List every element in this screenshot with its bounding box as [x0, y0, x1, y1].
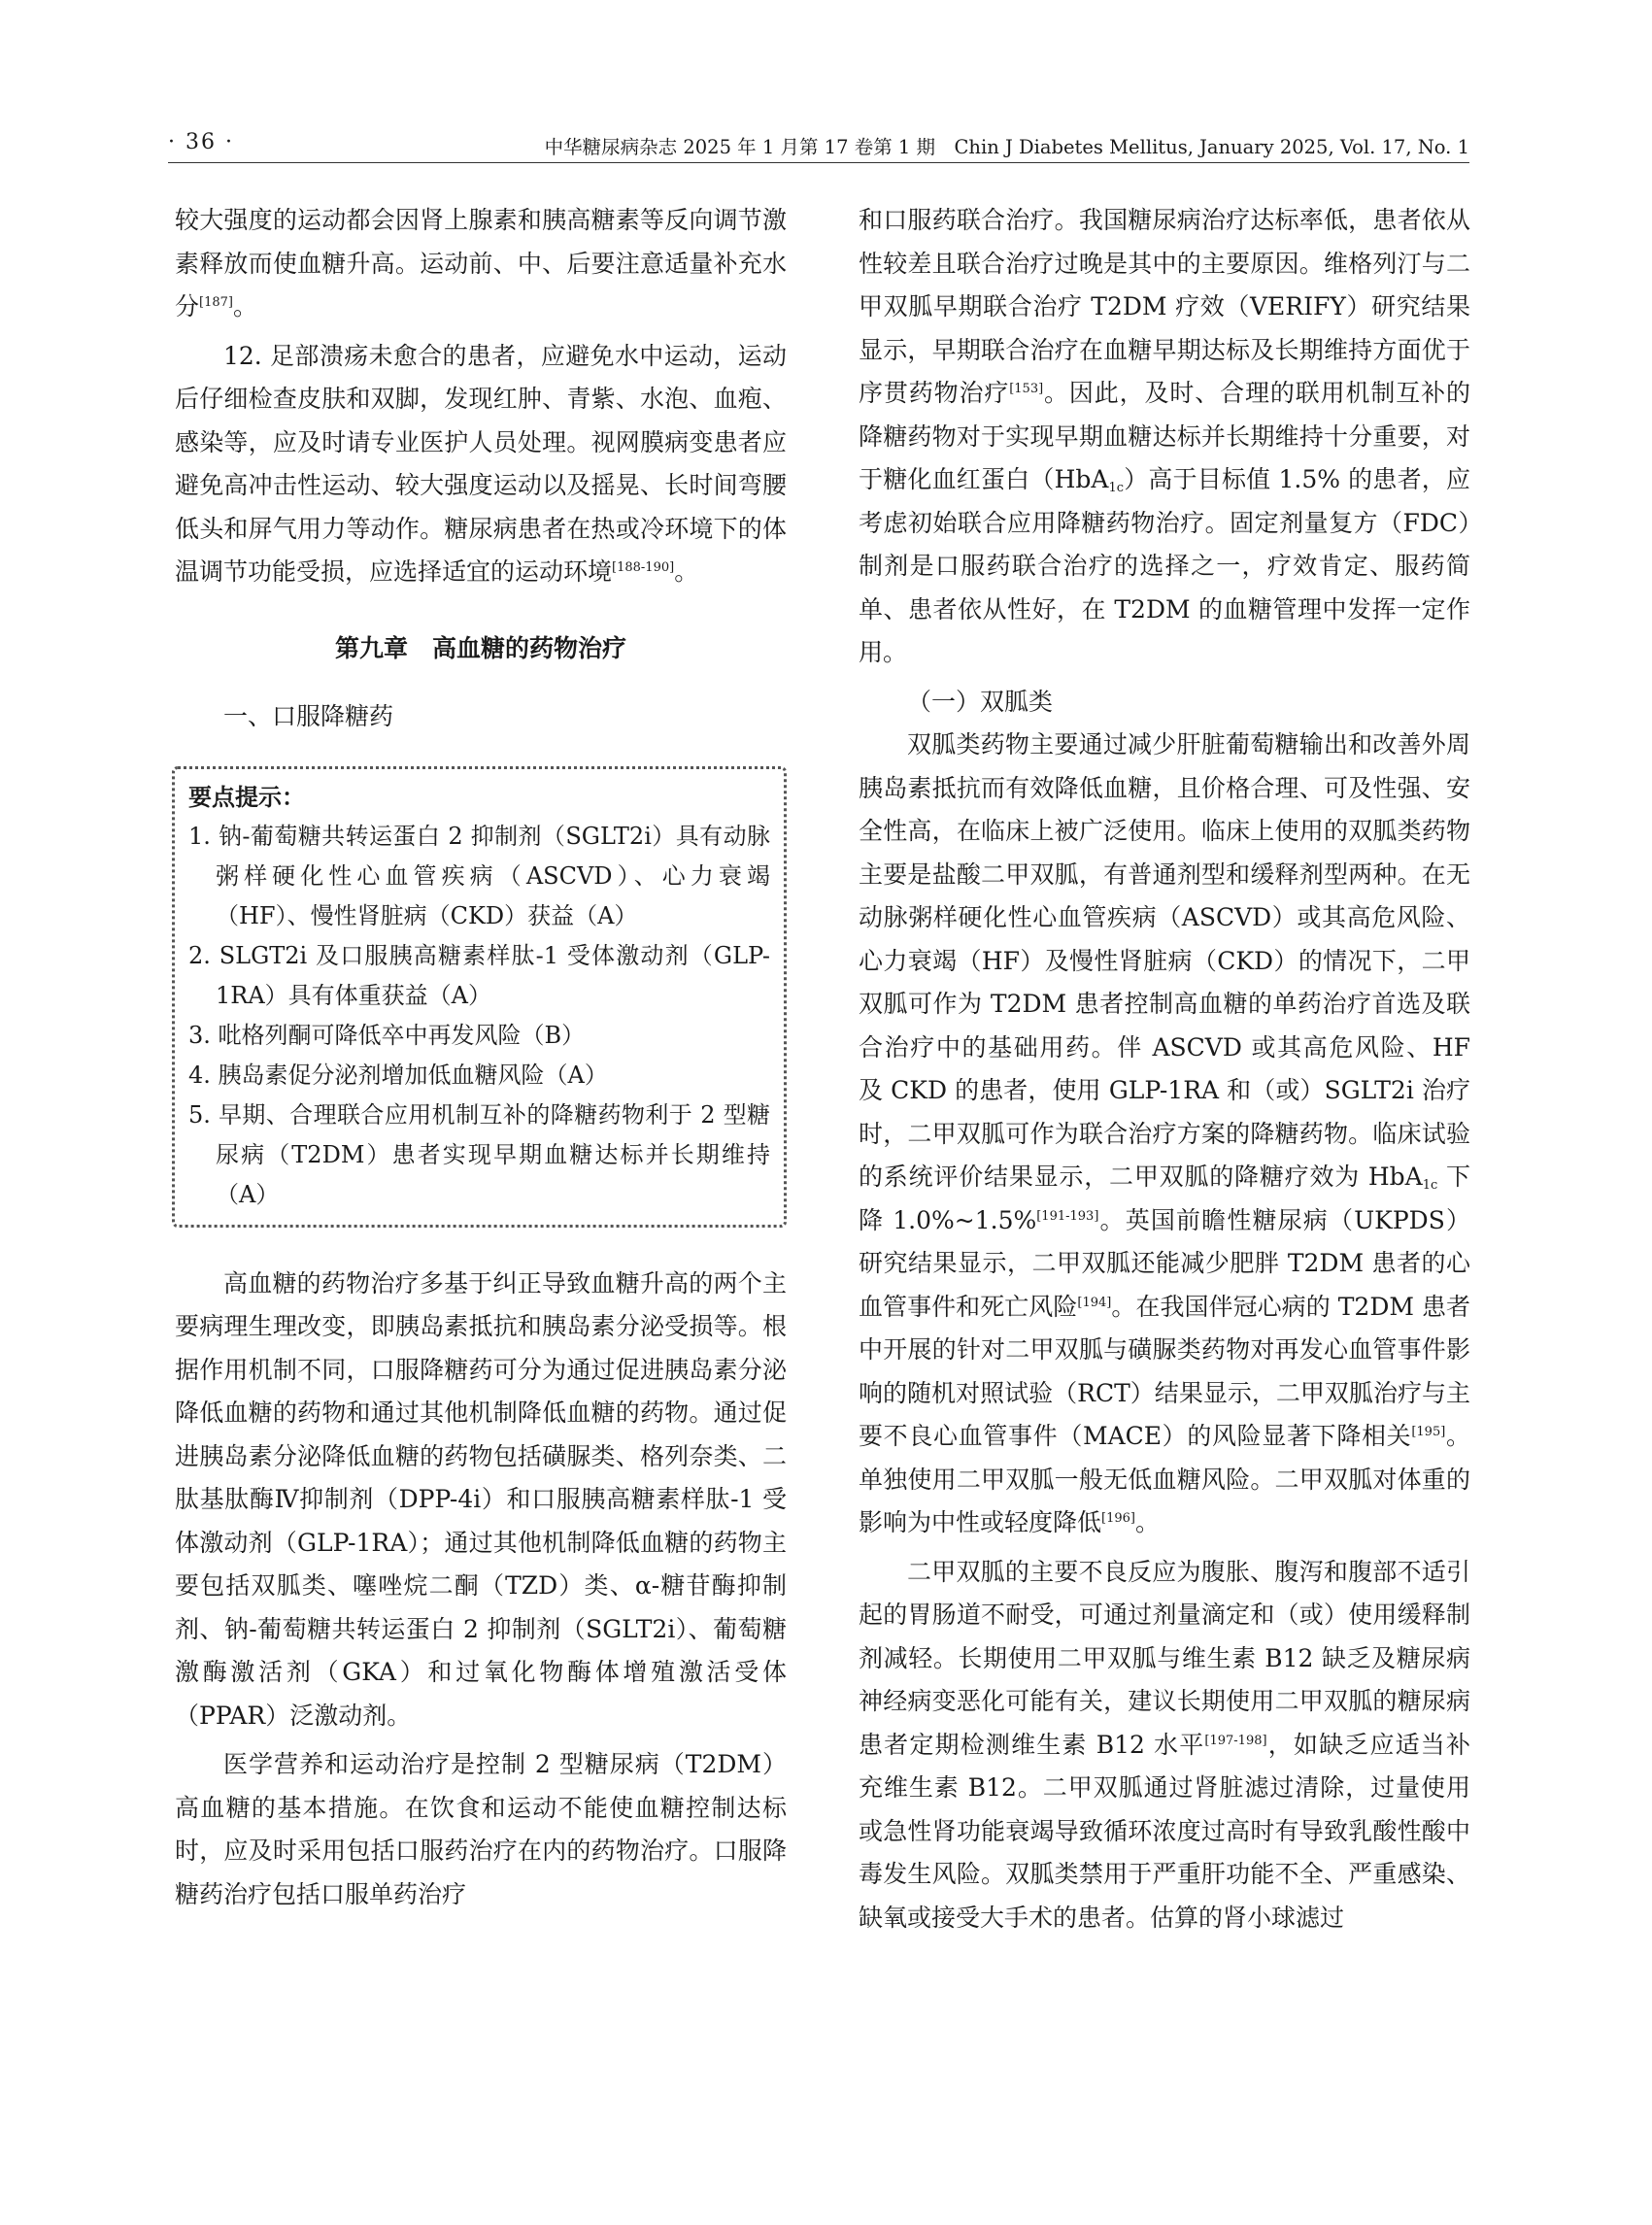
running-header: [168, 128, 1469, 161]
key-point-item: 2. SLGT2i 及口服胰高糖素样肽-1 受体激动剂（GLP-1RA）具有体重获益（A）: [188, 941, 770, 1009]
paragraph-foot-ulcer: 12. 足部溃疡未愈合的患者，应避免水中运动，运动后仔细检查皮肤和双脚，发现红肿、青紫、水泡、血疱、感染等，应及时请专业医护人员处理。视网膜病变患者应避免高冲击性运动、较大强度运动以及摇晃、长时间弯腰低头和屏气用力等动作。糖尿病患者在热或冷环境下的体温调节功能受损，应选择适宜的运动环境[188-190]。: [175, 341, 787, 586]
paragraph-nutrition: 医学营养和运动治疗是控制 2 型糖尿病（T2DM）高血糖的基本措施。在饮食和运动不能使血糖控制达标时，应及时采用包括口服药治疗在内的药物治疗。口服降糖药治疗包括口服单药治疗: [175, 1750, 787, 1908]
key-point-item: 5. 早期、合理联合应用机制互补的降糖药物利于 2 型糖尿病（T2DM）患者实现早期血糖达标并长期维持（A）: [188, 1100, 770, 1208]
citation-ref[interactable]: [187]: [199, 295, 233, 310]
citation-ref[interactable]: [153]: [1009, 382, 1044, 396]
citation-ref[interactable]: [197-198]: [1204, 1733, 1267, 1748]
left-column: [175, 199, 787, 1916]
paragraph-adverse-effects: 二甲双胍的主要不良反应为腹胀、腹泻和腹部不适引起的胃肠道不耐受，可通过剂量滴定和（或）使用缓释制剂减轻。长期使用二甲双胍与维生素 B12 缺乏及糖尿病神经病变恶化可能有关，建议长期使用二甲双胍的糖尿病患者定期检测维生素 B12 水平[197-198]，如缺乏应适当补充维生素 B12。二甲双胍通过肾脏滤过清除，过量使用或急性肾功能衰竭导致循环浓度过高时有导致乳酸性酸中毒发生风险。双胍类禁用于严重肝功能不全、严重感染、缺氧或接受大手术的患者。估算的肾小球滤过: [859, 1557, 1470, 1932]
paragraph-biguanides: 双胍类药物主要通过减少肝脏葡萄糖输出和改善外周胰岛素抵抗而有效降低血糖，且价格合理、可及性强、安全性高，在临床上被广泛使用。临床上使用的双胍类药物主要是盐酸二甲双胍，有普通剂型和缓释剂型两种。在无动脉粥样硬化性心血管疾病（ASCVD）或其高危风险、心力衰竭（HF）及慢性肾脏病（CKD）的情况下，二甲双胍可作为 T2DM 患者控制高血糖的单药治疗首选及联合治疗中的基础用药。伴 ASCVD 或其高危风险、HF 及 CKD 的患者，使用 GLP-1RA 和（或）SGLT2i 治疗时，二甲双胍可作为联合治疗方案的降糖药物。临床试验的系统评价结果显示，二甲双胍的降糖疗效为 HbA$_{1c}$ 下降 1.0%~1.5%[191-193]。英国前瞻性糖尿病（UKPDS）研究结果显示，二甲双胍还能减少肥胖 T2DM 患者的心血管事件和死亡风险[194]。在我国伴冠心病的 T2DM 患者中开展的针对二甲双胍与磺脲类药物对再发心血管事件影响的随机对照试验（RCT）结果显示，二甲双胍治疗与主要不良心血管事件（MACE）的风险显著下降相关[195]。单独使用二甲双胍一般无低血糖风险。二甲双胍对体重的影响为中性或轻度降低[196]。: [859, 730, 1471, 1536]
citation-ref[interactable]: [191-193]: [1036, 1208, 1099, 1224]
page-number: · 36 ·: [168, 130, 234, 154]
header-rule: [168, 162, 1469, 163]
citation-ref[interactable]: [196]: [1101, 1511, 1135, 1526]
paragraph-combination: 和口服药联合治疗。我国糖尿病治疗达标率低，患者依从性较差且联合治疗过晚是其中的主要原因。维格列汀与二甲双胍早期联合治疗 T2DM 疗效（VERIFY）研究结果显示，早期联合治疗在血糖早期达标及长期维持方面优于序贯药物治疗[153]。因此，及时、合理的联用机制互补的降糖药物对于实现早期血糖达标并长期维持十分重要，对于糖化血红蛋白（HbA$_{1c}$）高于目标值 1.5% 的患者，应考虑初始联合应用降糖药物治疗。固定剂量复方（FDC）制剂是口服药联合治疗的选择之一，疗效肯定、服药简单、患者依从性好，在 T2DM 的血糖管理中发挥一定作用。: [859, 206, 1470, 666]
section-title: 一、口服降糖药: [223, 702, 394, 730]
key-point-item: 3. 吡格列酮可降低卒中再发风险（B）: [188, 1021, 586, 1049]
key-point-item: 4. 胰岛素促分泌剂增加低血糖风险（A）: [188, 1061, 608, 1089]
citation-ref[interactable]: [195]: [1411, 1425, 1446, 1439]
paragraph-exercise-end: 较大强度的运动都会因肾上腺素和胰高糖素等反向调节激素释放而使血糖升高。运动前、中、后要注意适量补充水分[187]。: [175, 206, 787, 320]
citation-ref[interactable]: [194]: [1077, 1295, 1112, 1310]
key-points-title: 要点提示：: [188, 782, 305, 811]
citation-ref[interactable]: [188-190]: [612, 560, 675, 575]
key-point-item: 1. 钠-葡萄糖共转运蛋白 2 抑制剂（SGLT2i）具有动脉粥样硬化性心血管疾病（ASCVD）、心力衰竭（HF）、慢性肾脏病（CKD）获益（A）: [188, 822, 770, 929]
right-column: [859, 199, 1470, 1939]
chapter-title: 第九章 高血糖的药物治疗: [334, 633, 626, 662]
subsection-title: （一）双胍类: [907, 687, 1054, 716]
key-points-box: [172, 766, 787, 1228]
paragraph-mechanism: 高血糖的药物治疗多基于纠正导致血糖升高的两个主要病理生理改变，即胰岛素抵抗和胰岛素分泌受损等。根据作用机制不同，口服降糖药可分为通过促进胰岛素分泌降低血糖的药物和通过其他机制降低血糖的药物。通过促进胰岛素分泌降低血糖的药物包括磺脲类、格列奈类、二肽基肽酶Ⅳ抑制剂（DPP-4i）和口服胰高糖素样肽-1 受体激动剂（GLP-1RA）；通过其他机制降低血糖的药物主要包括双胍类、噻唑烷二酮（TZD）类、α-糖苷酶抑制剂、钠-葡萄糖共转运蛋白 2 抑制剂（SGLT2i）、葡萄糖激酶激活剂（GKA）和过氧化物酶体增殖激活受体（PPAR）泛激动剂。: [175, 1268, 787, 1730]
journal-citation: 中华糖尿病杂志 2025 年 1 月第 17 卷第 1 期 Chin J Diabetes Mellitus, January 2025, Vol. 17, No. 1: [544, 136, 1469, 158]
